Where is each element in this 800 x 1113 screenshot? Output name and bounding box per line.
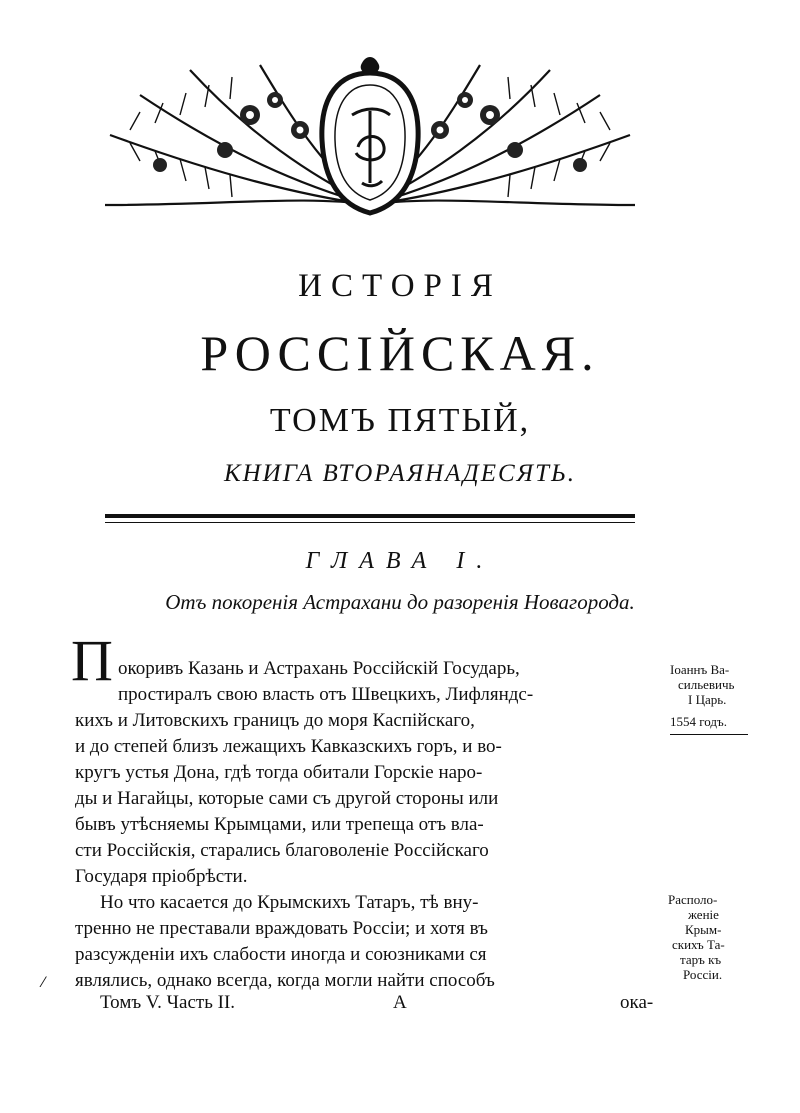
margin-note-1-line: Іоаннъ Ва-: [670, 662, 730, 677]
body-line: простиралъ свою власть отъ Швецкихъ, Лифляндс-: [118, 684, 534, 705]
body-line: Государя пріобрѣсти.: [75, 866, 248, 887]
margin-note-1-line: I Царь.: [688, 692, 727, 707]
margin-note-1-line: 1554 годъ.: [670, 714, 727, 729]
margin-note-2-line: скихъ Та-: [672, 937, 725, 952]
margin-note-2-line: Располо-: [668, 892, 718, 907]
footer-catchword: ока-: [620, 992, 654, 1013]
body-line: бывъ утѣсняемы Крымцами, или трепеща отъ вла-: [75, 814, 484, 835]
chapter-subtitle: Отъ покоренія Астрахани до разоренія Новагорода.: [165, 590, 635, 614]
chapter-heading: ГЛАВА I.: [305, 548, 495, 574]
margin-note-2-line: женіе: [688, 907, 719, 922]
body-line: являлись, однако всегда, когда могли найти способъ: [75, 970, 495, 991]
margin-note-2-line: таръ къ: [680, 952, 722, 967]
body-line: кругъ устья Дона, гдѣ тогда обитали Горскіе наро-: [75, 762, 483, 783]
drop-cap: П: [71, 628, 113, 693]
footer-signature: А: [393, 992, 407, 1013]
title-history: ИСТОРІЯ: [298, 268, 502, 304]
body-line: сти Россійскія, старались благоволеніе Россійскаго: [75, 840, 489, 861]
floral-monogram-ornament: [100, 55, 640, 225]
title-book: КНИГА ВТОРАЯНАДЕСЯТЬ.: [223, 460, 576, 487]
body-line: и до степей близъ лежащихъ Кавказскихъ горъ, и во-: [75, 736, 502, 757]
footer-volume: Томъ V. Часть II.: [100, 992, 236, 1013]
margin-note-2-line: Россіи.: [683, 967, 723, 982]
body-line: окоривъ Казань и Астрахань Россійскій Государь,: [118, 658, 520, 679]
ink-mark: ⁄: [42, 975, 45, 991]
divider-thick: [105, 514, 635, 518]
margin-note-1-line: сильевичь: [678, 677, 735, 692]
margin-note-2-line: Крым-: [685, 922, 722, 937]
body-line: тренно не преставали враждовать Россіи; и хотя въ: [75, 918, 488, 939]
body-line: кихъ и Литовскихъ границъ до моря Каспійскаго,: [75, 710, 475, 731]
body-line: Но что касается до Крымскихъ Татаръ, тѣ вну-: [100, 892, 479, 913]
divider-thin: [105, 522, 635, 523]
body-line: разсужденіи ихъ слабости иногда и союзниками ся: [75, 944, 487, 965]
title-volume: ТОМЪ ПЯТЫЙ,: [269, 402, 531, 439]
body-line: ды и Нагайцы, которые сами съ другой стороны или: [75, 788, 499, 809]
title-russian: РОССІЙСКАЯ.: [200, 325, 600, 381]
margin-note-underline: [670, 734, 748, 735]
